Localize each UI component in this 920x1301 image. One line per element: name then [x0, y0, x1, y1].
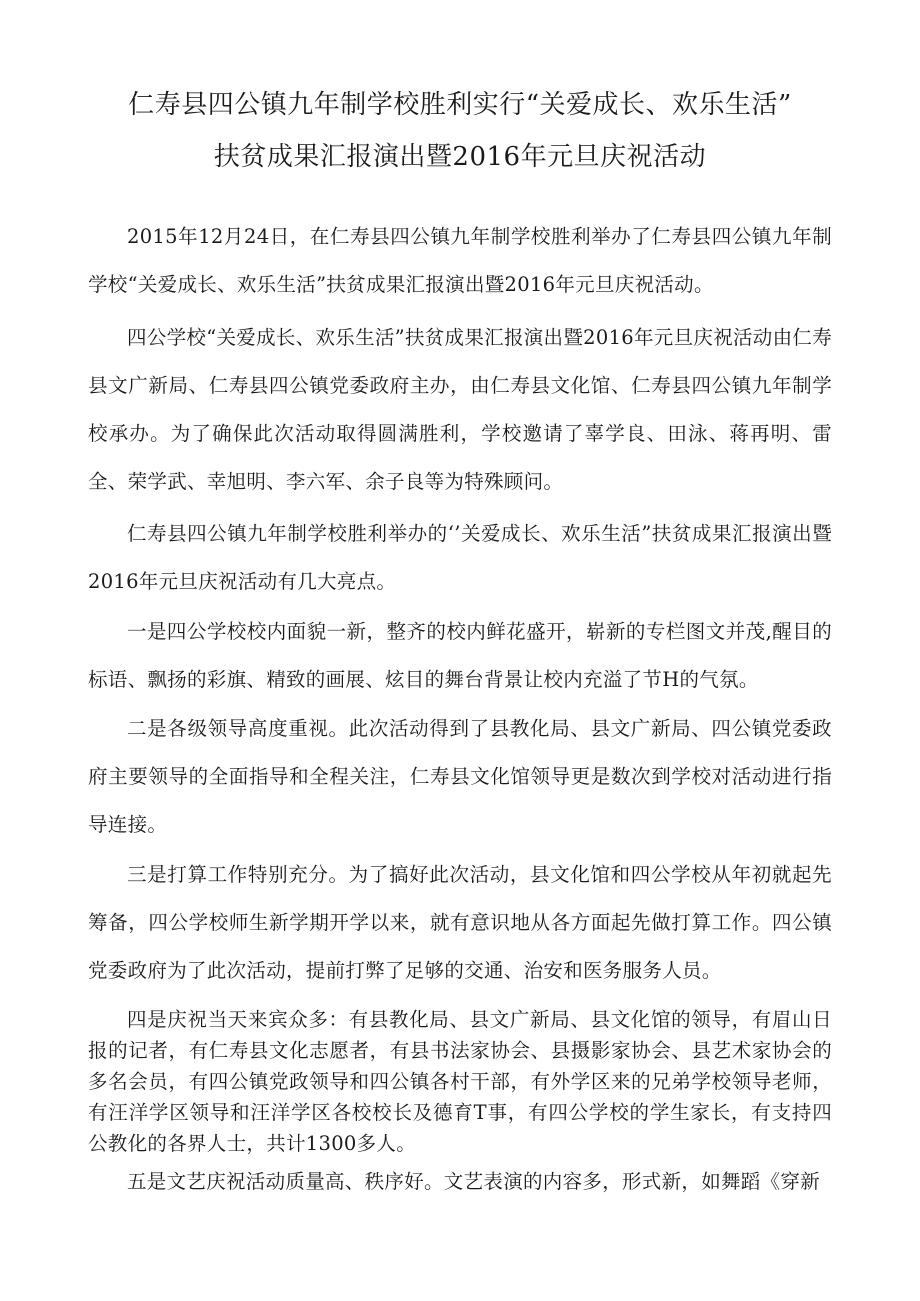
paragraph-point-3: 三是打算工作特别充分。为了搞好此次活动，县文化馆和四公学校从年初就起先筹备，四公学校师生新学期开学以来，就有意识地从各方面起先做打算工作。四公镇党委政府为了此次活动，提前打弊了足够的交通、治安和医务服务人员。 — [88, 863, 832, 982]
document-title-line-1: 仁寿县四公镇九年制学校胜利实行“关爱成长、欢乐生活” — [128, 90, 792, 120]
paragraph-point-2: 二是各级领导高度重视。此次活动得到了县教化局、县文广新局、四公镇党委政府主要领导的全面指导和全程关注，仁寿县文化馆领导更是数次到学校对活动进行指导连接。 — [88, 717, 832, 836]
document-title-line-2: 扶贫成果汇报演出暨2016年元旦庆祝活动 — [213, 142, 707, 172]
paragraph-point-1: 一是四公学校校内面貌一新，整齐的校内鲜花盛开，崭新的专栏图文并茂,醒目的标语、飘扬的彩旗、精致的画展、炫目的舞台背景让校内充溢了节H的气氛。 — [88, 620, 832, 691]
paragraph-organizers: 四公学校“关爱成长、欢乐生活”扶贫成果汇报演出暨2016年元旦庆祝活动由仁寿县文广新局、仁寿县四公镇党委政府主办，由仁寿县文化馆、仁寿县四公镇九年制学校承办。为了确保此次活动取得圆满胜利，学校邀请了辜学良、田泳、蒋再明、雷全、荣学武、幸旭明、李六军、余子良等为特殊顾问。 — [88, 326, 832, 493]
paragraph-point-4: 四是庆祝当天来宾众多：有县教化局、县文广新局、县文化馆的领导，有眉山日报的记者，有仁寿县文化志愿者，有县书法家协会、县摄影家协会、县艺术家协会的多名会员，有四公镇党政领导和四公镇各村干部，有外学区来的兄弟学校领导老师，有汪洋学区领导和汪洋学区各校校长及德育T事，有四公学校的学生家长，有支持四公教化的各界人士，共计1300多人。 — [88, 1008, 832, 1155]
paragraph-highlights: 仁寿县四公镇九年制学校胜利举办的‘’关爱成长、欢乐生活”扶贫成果汇报演出暨2016年元旦庆祝活动有几大亮点。 — [88, 522, 832, 593]
paragraph-intro: 2015年12月24日，在仁寿县四公镇九年制学校胜利举办了仁寿县四公镇九年制学校“关爱成长、欢乐生活”扶贫成果汇报演出暨2016年元旦庆祝活动。 — [88, 225, 832, 296]
paragraph-point-5: 五是文艺庆祝活动质量高、秩序好。文艺表演的内容多，形式新，如舞蹈《穿新 — [127, 1170, 821, 1193]
